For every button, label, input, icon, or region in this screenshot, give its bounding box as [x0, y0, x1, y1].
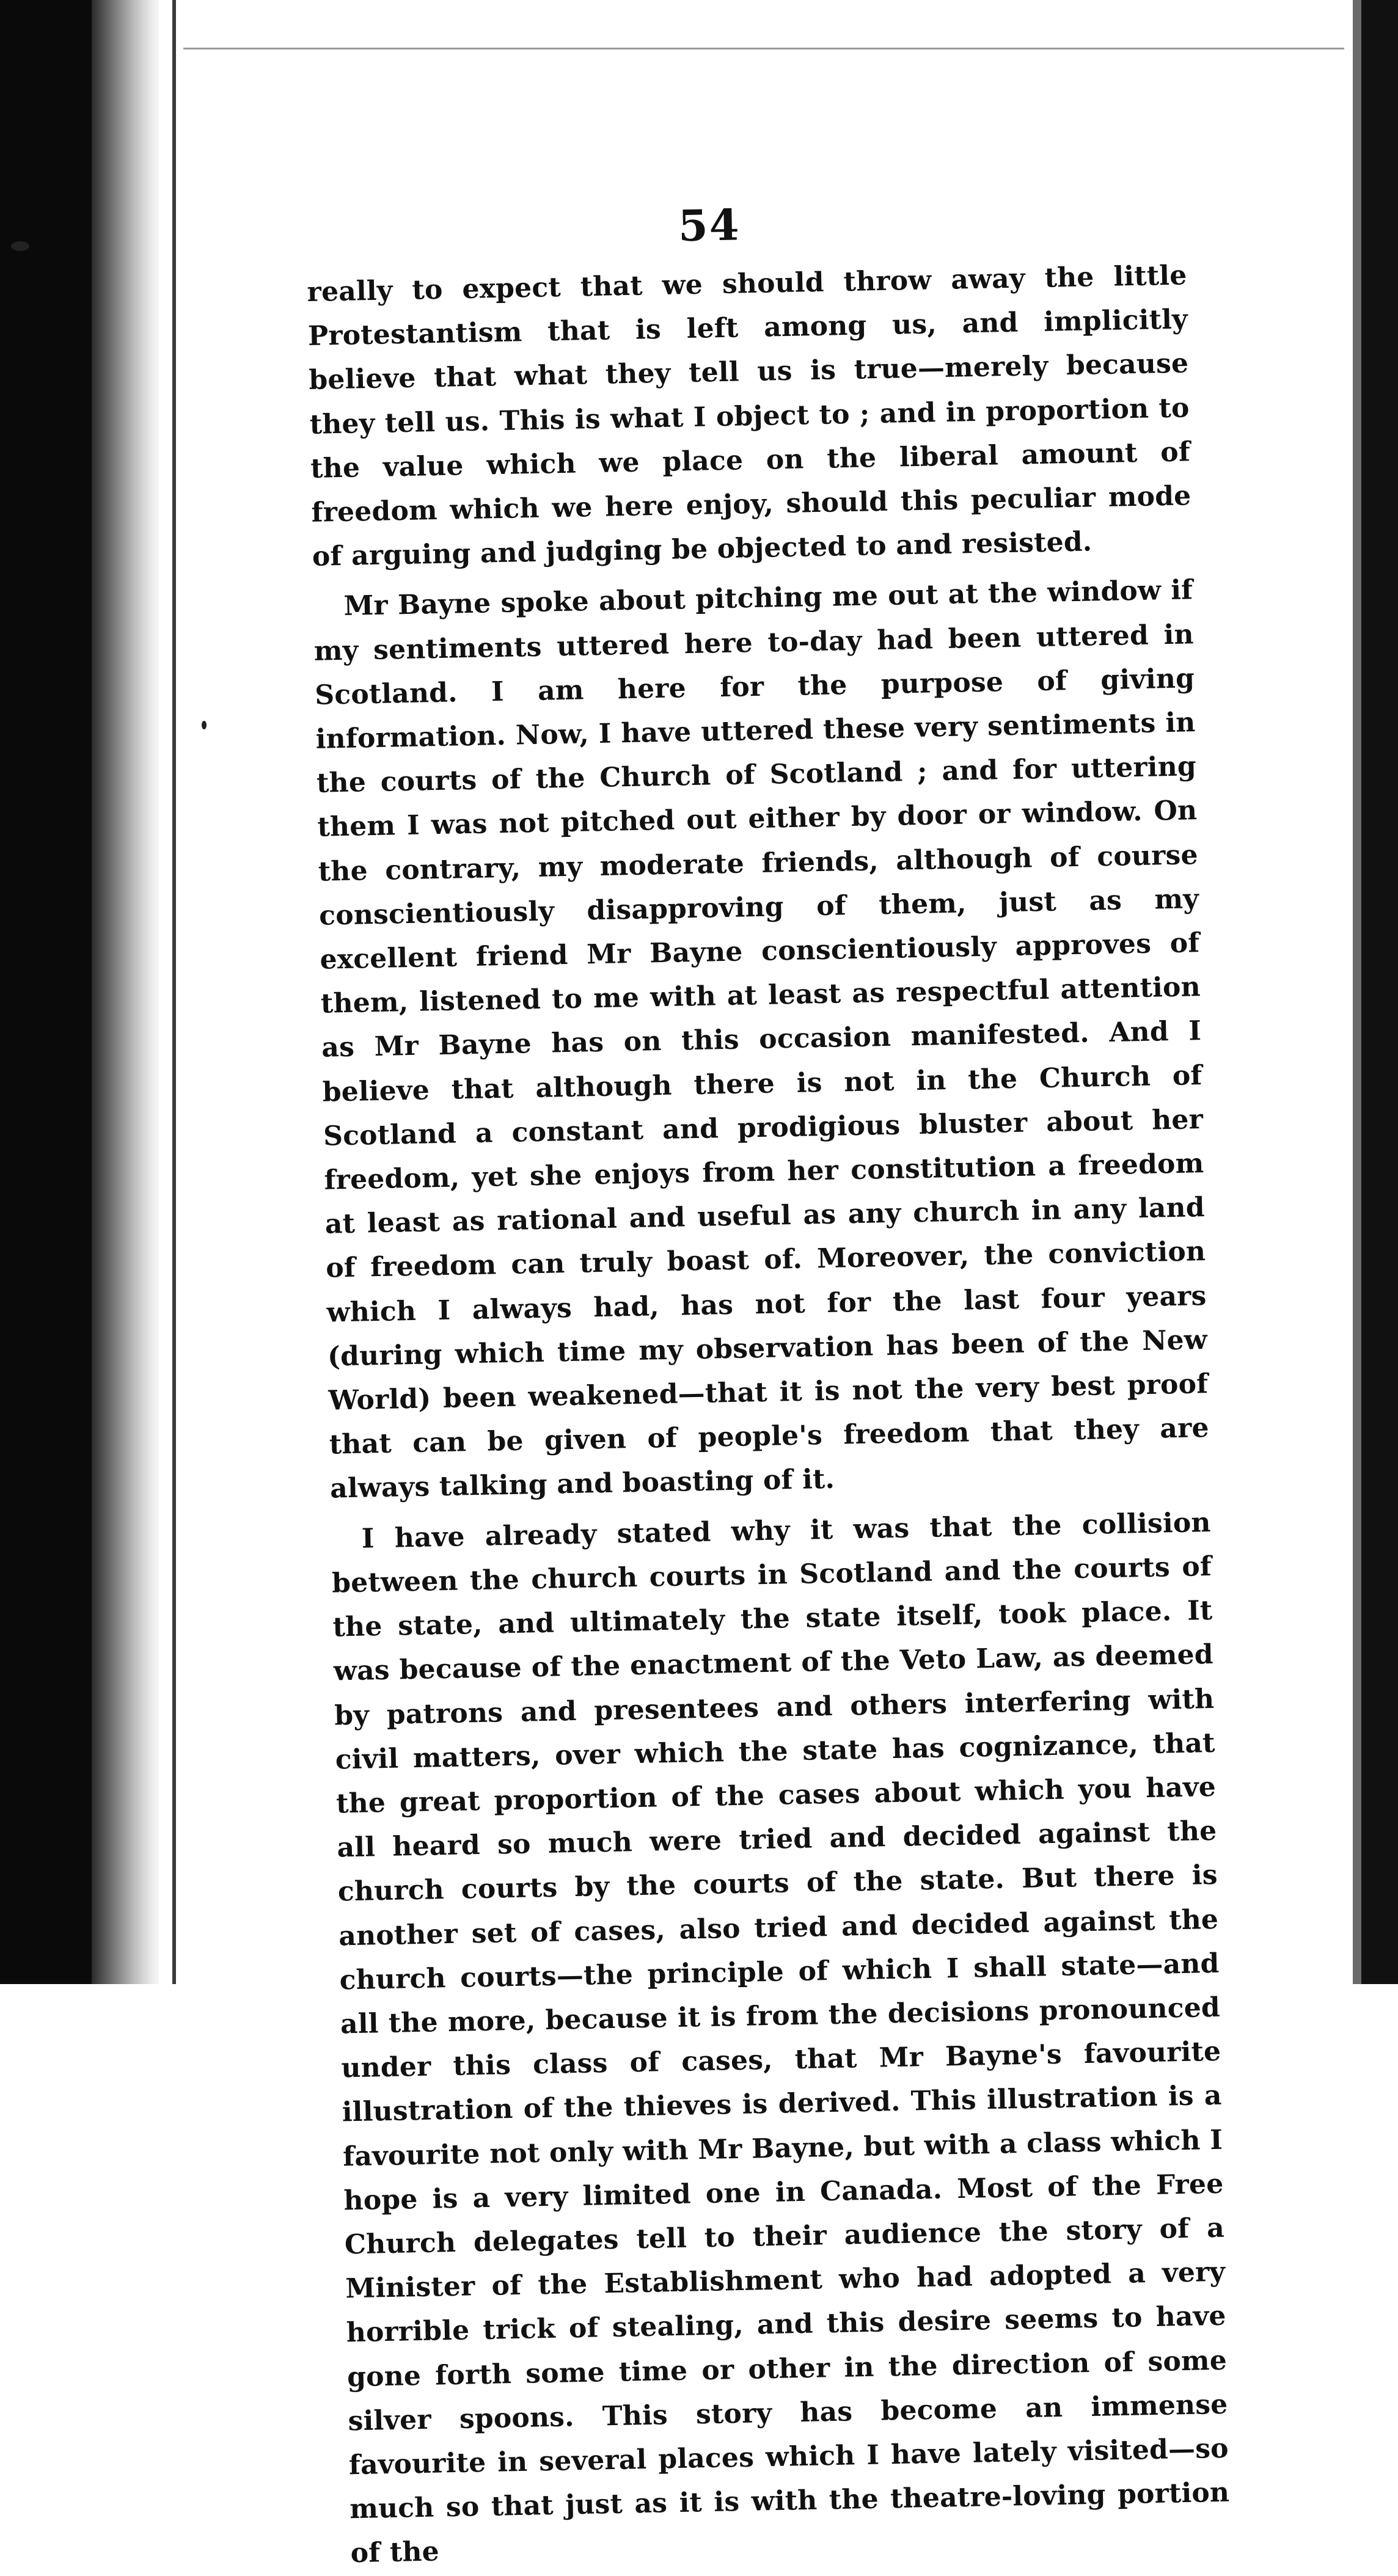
top-page-edge — [183, 48, 1344, 49]
paragraph-1: really to expect that we should throw away the little Protestantism that is left among us, and implicitly believe that what they tell us is true—merely because they tell us. This is what I object to ; and in proportion to the value which we place on the liberal amount of freedom which we here enjoy, should this peculiar mode of arguing and judging be objected to and resisted. — [307, 260, 1191, 573]
page-number: 54 — [678, 199, 741, 252]
gutter-edge-line — [172, 0, 176, 1984]
scan-speck — [11, 241, 29, 251]
right-scan-border — [1361, 0, 1398, 1984]
paragraph-3: I have already stated why it was that the collision between the church courts in Scotland and the courts of the state, and ultimately the state itself, took place. It was because of the enactment of the Veto Law, as deemed by patrons and presentees and others interfering with civil matters, over which the state has cognizance, that the great proportion of the cases about which you have all heard so much were tried and decided against the church courts by the courts of the state. But there is another set of cases, also tried and decided against the church courts—the principle of which I shall state—and all the more, because it is from the decisions pronounced under this class of cases, that Mr Bayne's favourite illustration of the thieves is derived. This illustration is a favourite not only with Mr Bayne, but with a class which I hope is a very limited one in Canada. Most of the Free Church delegates tell to their audience the story of a Minister of the Establishment who had adopted a very horrible trick of stealing, and this desire seems to have gone forth some time or other in the direction of some silver spoons. This story has become an immense favourite in several places which I have lately visited—so much so that just as it is with the theatre-loving portion of the — [331, 1506, 1230, 2569]
book-page — [306, 191, 1231, 2575]
next-page-edge — [1353, 0, 1361, 1984]
paragraph-2: Mr Bayne spoke about pitching me out at the window if my sentiments uttered here to-day had been uttered in Scotland. I am here for the purpose of giving information. Now, I have uttered these very sentiments in the courts of the Church of Scotland ; and for uttering them I was not pitched out either by door or window. On the contrary, my moderate friends, although of course conscientiously disapproving of them, just as my excellent friend Mr Bayne conscientiously approves of them, listened to me with at least as respectful attention as Mr Bayne has on this occasion manifested. And I believe that although there is not in the Church of Scotland a constant and prodigious bluster about her freedom, yet she enjoys from her constitution a freedom at least as rational and useful as any church in any land of freedom can truly boast of. Moreover, the conviction which I always had, has not for the last four years (during which time my observation has been of the New World) been weakened—that it is not the very best proof that can be given of people's freedom that they are always talking and boasting of it. — [313, 574, 1210, 1505]
binding-shadow — [0, 0, 92, 1984]
scan-speck — [202, 721, 207, 729]
page-gutter — [92, 0, 159, 1984]
